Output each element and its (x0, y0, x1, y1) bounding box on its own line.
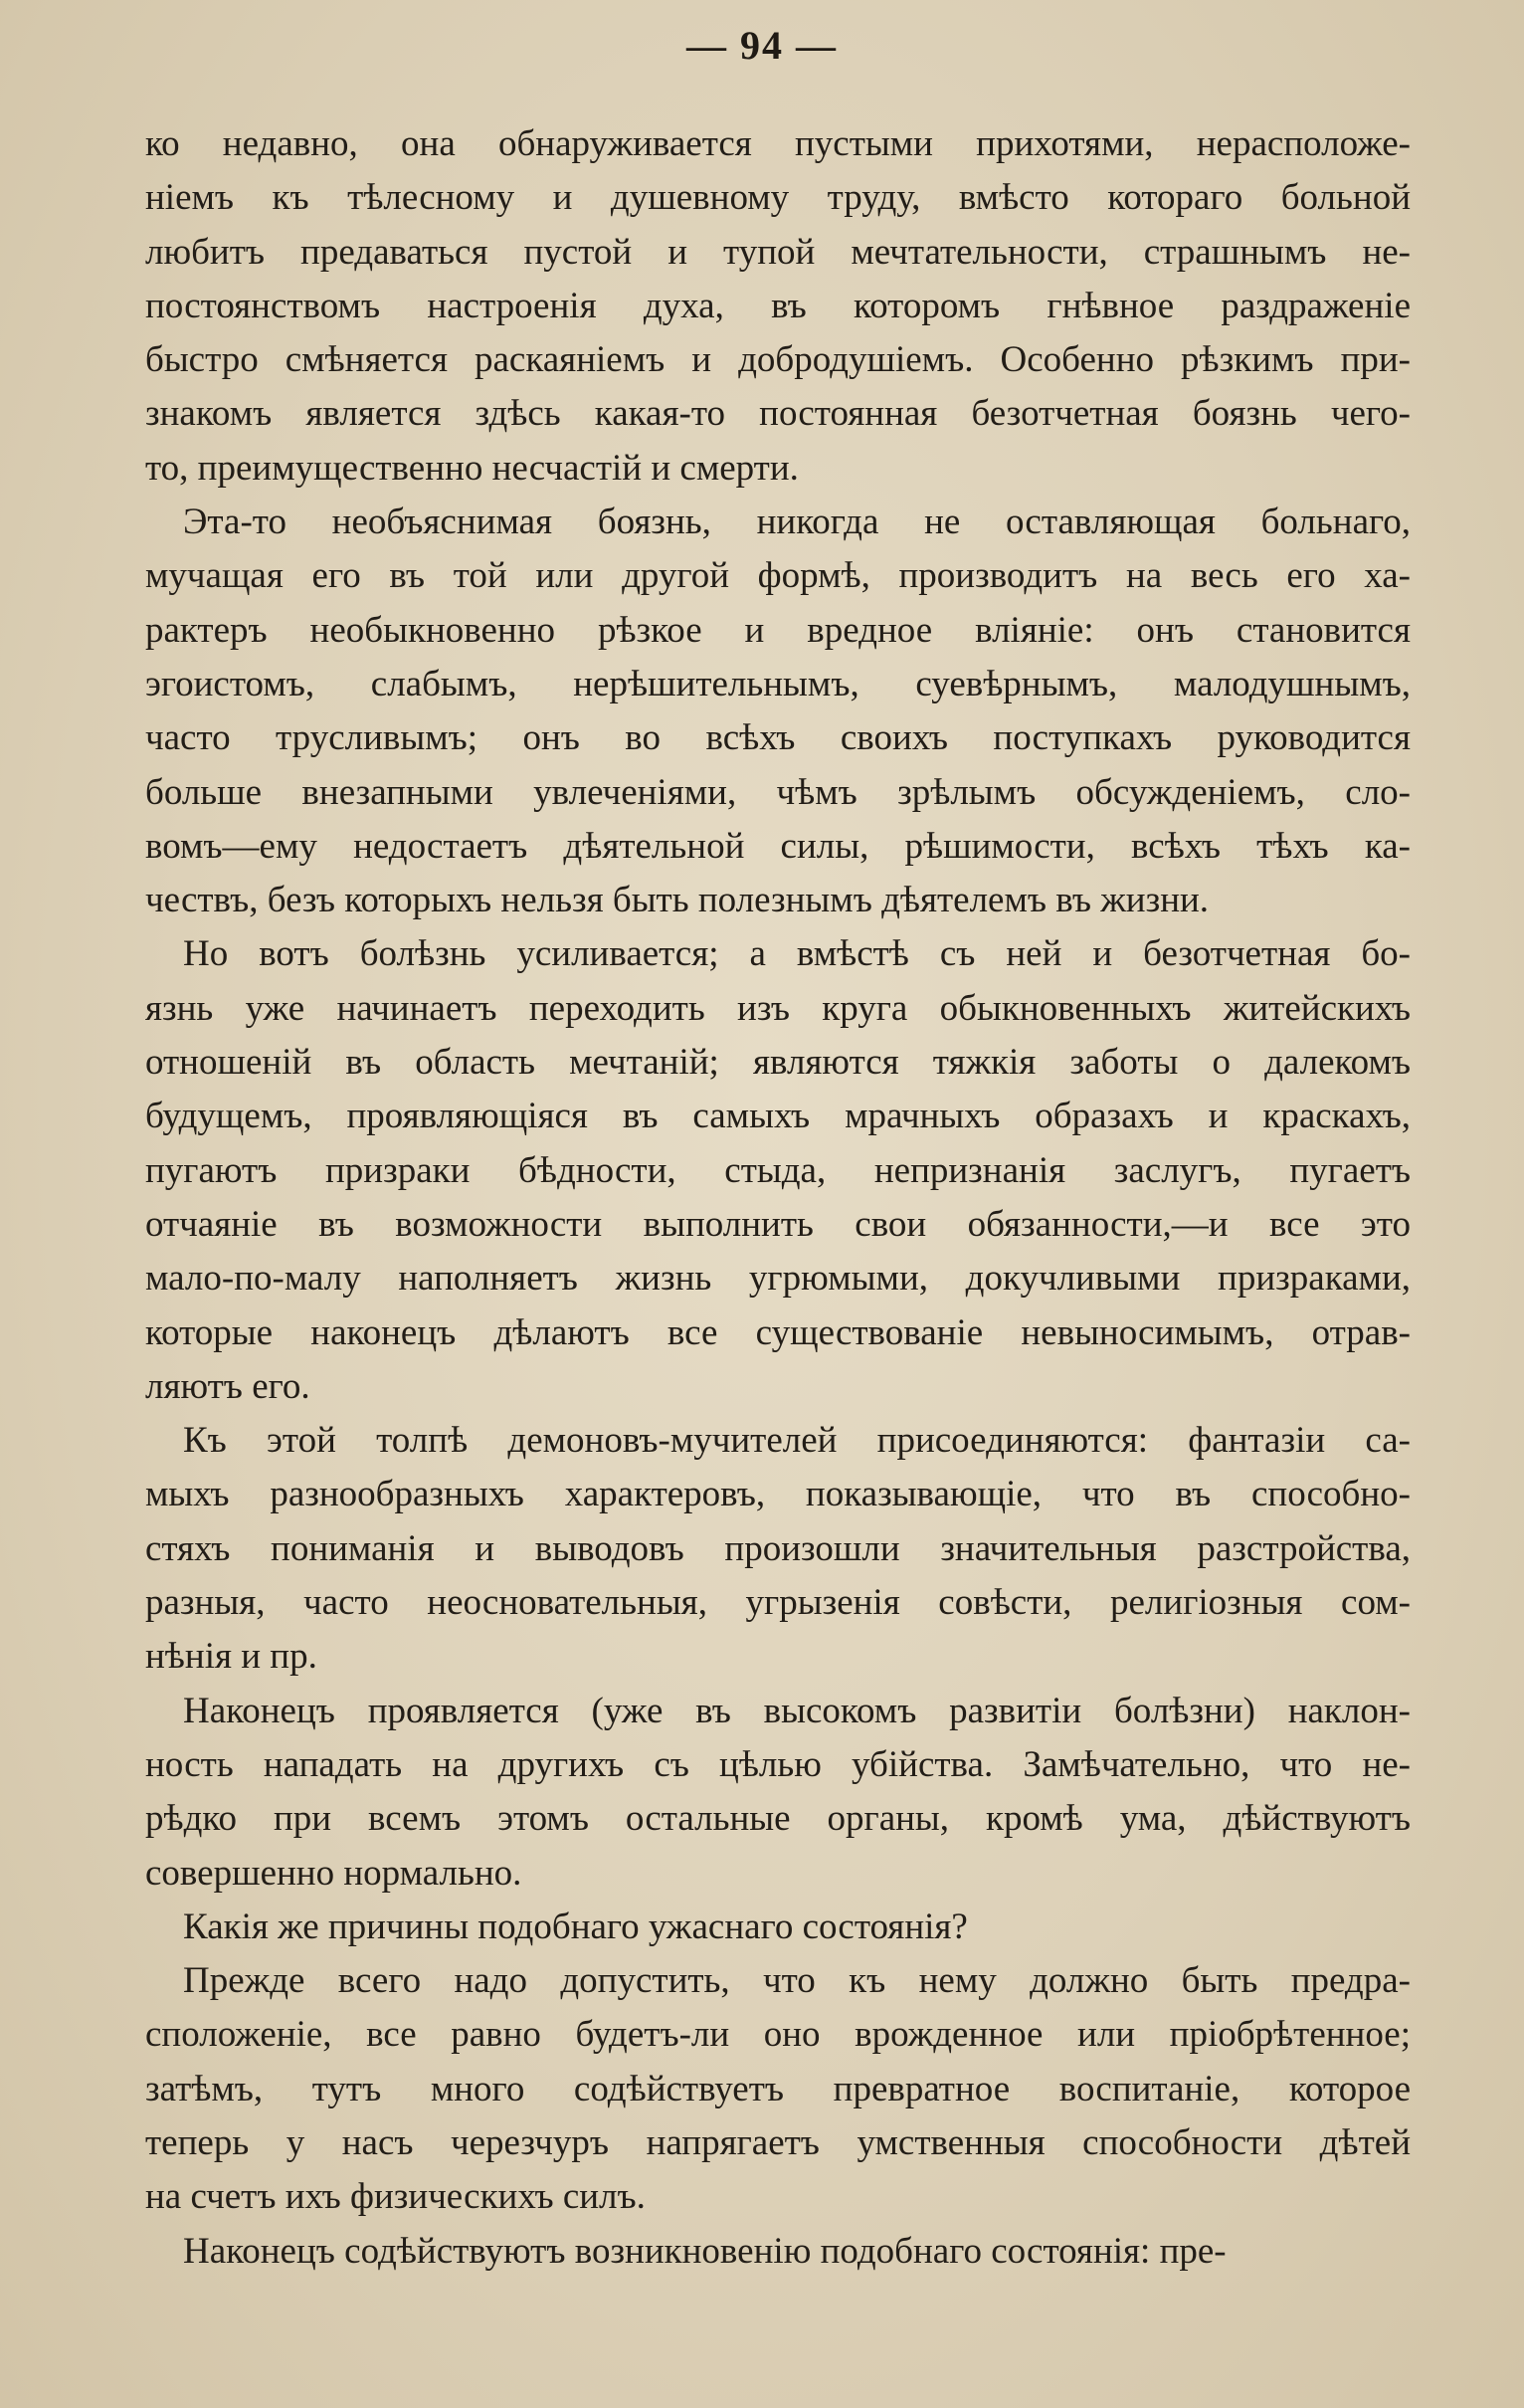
text-line: будущемъ, проявляющіяся въ самыхъ мрачныхъ образахъ и краскахъ, (145, 1096, 1411, 1137)
text-line: Наконецъ проявляется (уже въ высокомъ развитіи болѣзни) наклон- (183, 1690, 1411, 1731)
text-line: Какія же причины подобнаго ужаснаго состоянія? (183, 1906, 968, 1947)
text-line: которые наконецъ дѣлаютъ все существованіе невыносимымъ, отрав- (145, 1311, 1411, 1353)
paragraph (145, 1954, 1411, 2224)
text-line: на счетъ ихъ физическихъ силъ. (145, 2176, 646, 2218)
paragraph (145, 927, 1411, 1414)
text-line: эгоистомъ, слабымъ, нерѣшительнымъ, суевѣрнымъ, малодушнымъ, (145, 663, 1411, 704)
text-line: быстро смѣняется раскаяніемъ и добродушіемъ. Особенно рѣзкимъ при- (145, 339, 1411, 381)
text-line: то, преимущественно несчастій и смерти. (145, 447, 799, 489)
text-line: знакомъ является здѣсь какая-то постоянная безотчетная боязнь чего- (145, 393, 1411, 435)
text-line: отношеній въ область мечтаній; являются тяжкія заботы о далекомъ (145, 1042, 1411, 1084)
text-line: Наконецъ содѣйствуютъ возникновенію подобнаго состоянія: пре- (183, 2230, 1227, 2272)
text-line: любитъ предаваться пустой и тупой мечтательности, страшнымъ не- (145, 231, 1411, 273)
text-line: язнь уже начинаетъ переходить изъ круга обыкновенныхъ житейскихъ (145, 987, 1411, 1029)
paragraph (145, 1414, 1411, 1684)
body-text (145, 117, 1411, 2279)
text-line: Прежде всего надо допустить, что къ нему должно быть предра- (183, 1960, 1411, 2002)
text-line: сположеніе, все равно будетъ-ли оно врожденное или пріобрѣтенное; (145, 2014, 1411, 2056)
text-line: затѣмъ, тутъ много содѣйствуетъ превратное воспитаніе, которое (145, 2068, 1411, 2109)
text-line: рактеръ необыкновенно рѣзкое и вредное вліяніе: онъ становится (145, 609, 1411, 651)
text-line: разныя, часто неосновательныя, угрызенія совѣсти, религіозныя сом- (145, 1582, 1411, 1624)
text-line: пугаютъ призраки бѣдности, стыда, непризнанія заслугъ, пугаетъ (145, 1149, 1411, 1191)
text-line: нѣнія и пр. (145, 1636, 317, 1678)
paragraph (145, 117, 1411, 496)
text-line: мыхъ разнообразныхъ характеровъ, показывающіе, что въ способно- (145, 1474, 1411, 1515)
text-line: чествъ, безъ которыхъ нельзя быть полезнымъ дѣятелемъ въ жизни. (145, 880, 1210, 921)
text-line: Къ этой толпѣ демоновъ-мучителей присоединяются: фантазіи са- (183, 1420, 1411, 1462)
text-line: Но вотъ болѣзнь усиливается; а вмѣстѣ съ ней и безотчетная бо- (183, 933, 1411, 975)
text-line: мучащая его въ той или другой формѣ, производитъ на весь его ха- (145, 555, 1411, 597)
text-line: совершенно нормально. (145, 1852, 522, 1894)
paragraph (145, 1901, 1411, 1954)
text-line: ніемъ къ тѣлесному и душевному труду, вмѣсто котораго больной (145, 177, 1411, 219)
text-line: больше внезапными увлеченіями, чѣмъ зрѣлымъ обсужденіемъ, сло- (145, 771, 1411, 813)
text-line: постоянствомъ настроенія духа, въ которомъ гнѣвное раздраженіе (145, 285, 1411, 326)
paragraph (145, 2225, 1411, 2279)
text-line: ко недавно, она обнаруживается пустыми прихотями, нерасположе- (145, 123, 1411, 164)
page-number: — 94 — (686, 23, 838, 68)
text-line: ляютъ его. (145, 1365, 310, 1407)
text-line: ность нападать на другихъ съ цѣлью убійства. Замѣчательно, что не- (145, 1743, 1411, 1785)
paragraph (145, 496, 1411, 927)
text-line: вомъ—ему недостаетъ дѣятельной силы, рѣшимости, всѣхъ тѣхъ ка- (145, 825, 1411, 867)
text-line: мало-по-малу наполняетъ жизнь угрюмыми, докучливыми призраками, (145, 1258, 1411, 1300)
text-line: теперь у насъ черезчуръ напрягаетъ умственныя способности дѣтей (145, 2121, 1411, 2163)
text-line: часто трусливымъ; онъ во всѣхъ своихъ поступкахъ руководится (145, 717, 1411, 759)
text-line: рѣдко при всемъ этомъ остальные органы, кромѣ ума, дѣйствуютъ (145, 1798, 1411, 1840)
text-line: отчаяніе въ возможности выполнить свои обязанности,—и все это (145, 1203, 1411, 1245)
paragraph (145, 1685, 1411, 1901)
text-line: Эта-то необъяснимая боязнь, никогда не оставляющая больнаго, (183, 502, 1411, 543)
text-line: стяхъ пониманія и выводовъ произошли значительныя разстройства, (145, 1527, 1411, 1569)
